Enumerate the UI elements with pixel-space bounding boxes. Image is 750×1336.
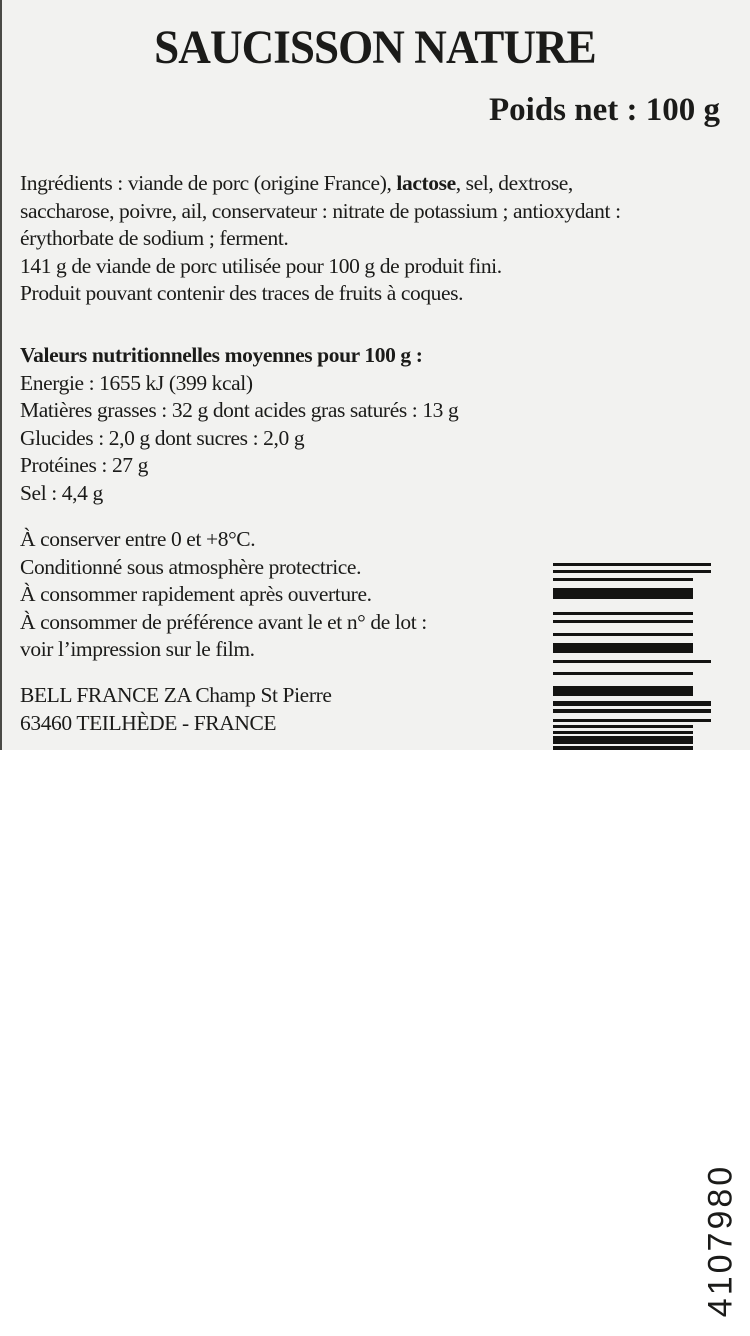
barcode-bar bbox=[553, 719, 711, 722]
barcode bbox=[553, 563, 750, 1318]
storage-atmosphere: Conditionné sous atmosphère protectrice. bbox=[20, 554, 362, 579]
barcode-bar bbox=[553, 570, 711, 573]
barcode-bar bbox=[553, 731, 693, 734]
best-before-lot-continued: voir l’impression sur le film. bbox=[20, 637, 255, 662]
nutrition-row-carbs: Glucides : 2,0 g dont sucres : 2,0 g bbox=[20, 425, 305, 450]
allergen-notice: Produit pouvant contenir des traces de fruits à coques. bbox=[20, 281, 464, 306]
ingredients-line-3: érythorbate de sodium ; ferment. bbox=[20, 226, 289, 251]
storage-block bbox=[20, 526, 427, 664]
product-title: SAUCISSON NATURE bbox=[154, 21, 596, 74]
nutrition-heading: Valeurs nutritionnelles moyennes pour 100 g : bbox=[20, 343, 423, 367]
barcode-bar bbox=[553, 725, 693, 728]
barcode-digits-text: 4107980 bbox=[701, 1163, 740, 1318]
barcode-bar bbox=[553, 736, 693, 744]
nutrition-row-energy: Energie : 1655 kJ (399 kcal) bbox=[20, 370, 253, 395]
manufacturer-city-country: 63460 TEILHÈDE - FRANCE bbox=[20, 710, 277, 735]
barcode-bar bbox=[553, 643, 693, 653]
nutrition-row-protein: Protéines : 27 g bbox=[20, 453, 148, 478]
ingredients-line-2: saccharose, poivre, ail, conservateur : nitrate de potassium ; antioxydant : bbox=[20, 198, 621, 223]
ingredients-line-1 bbox=[20, 170, 621, 198]
barcode-bar bbox=[553, 746, 693, 750]
best-before-lot: À consommer de préférence avant le et n° de lot : bbox=[20, 609, 427, 634]
storage-after-opening: À consommer rapidement après ouverture. bbox=[20, 582, 372, 607]
barcode-bar bbox=[553, 620, 693, 623]
barcode-bar bbox=[553, 588, 693, 599]
nutrition-block bbox=[20, 342, 458, 508]
barcode-bar bbox=[553, 578, 693, 581]
barcode-bar bbox=[553, 563, 711, 566]
nutrition-row-fat: Matières grasses : 32 g dont acides gras saturés : 13 g bbox=[20, 398, 459, 423]
scan-edge-line bbox=[0, 0, 2, 750]
barcode-bar bbox=[553, 633, 693, 636]
ingredients-line-1-pre: Ingrédients : viande de porc (origine France), bbox=[20, 171, 397, 195]
barcode-bar bbox=[553, 709, 711, 713]
barcode-bars bbox=[553, 563, 711, 750]
barcode-bar bbox=[553, 660, 711, 663]
manufacturer-name-street: BELL FRANCE ZA Champ St Pierre bbox=[20, 683, 332, 707]
ingredients-line-1-post: , sel, dextrose, bbox=[455, 171, 573, 195]
barcode-bar bbox=[553, 686, 693, 696]
barcode-bar bbox=[553, 672, 693, 675]
storage-temperature: À conserver entre 0 et +8°C. bbox=[20, 527, 256, 551]
barcode-bar bbox=[553, 612, 693, 615]
allergen-lactose: lactose bbox=[396, 171, 456, 195]
meat-content-statement: 141 g de viande de porc utilisée pour 100 g de produit fini. bbox=[20, 253, 502, 278]
nutrition-row-salt: Sel : 4,4 g bbox=[20, 480, 103, 505]
manufacturer-address-block bbox=[20, 682, 332, 737]
net-weight: Poids net : 100 g bbox=[489, 92, 720, 128]
ingredients-block bbox=[20, 170, 621, 308]
barcode-bar bbox=[553, 701, 711, 706]
